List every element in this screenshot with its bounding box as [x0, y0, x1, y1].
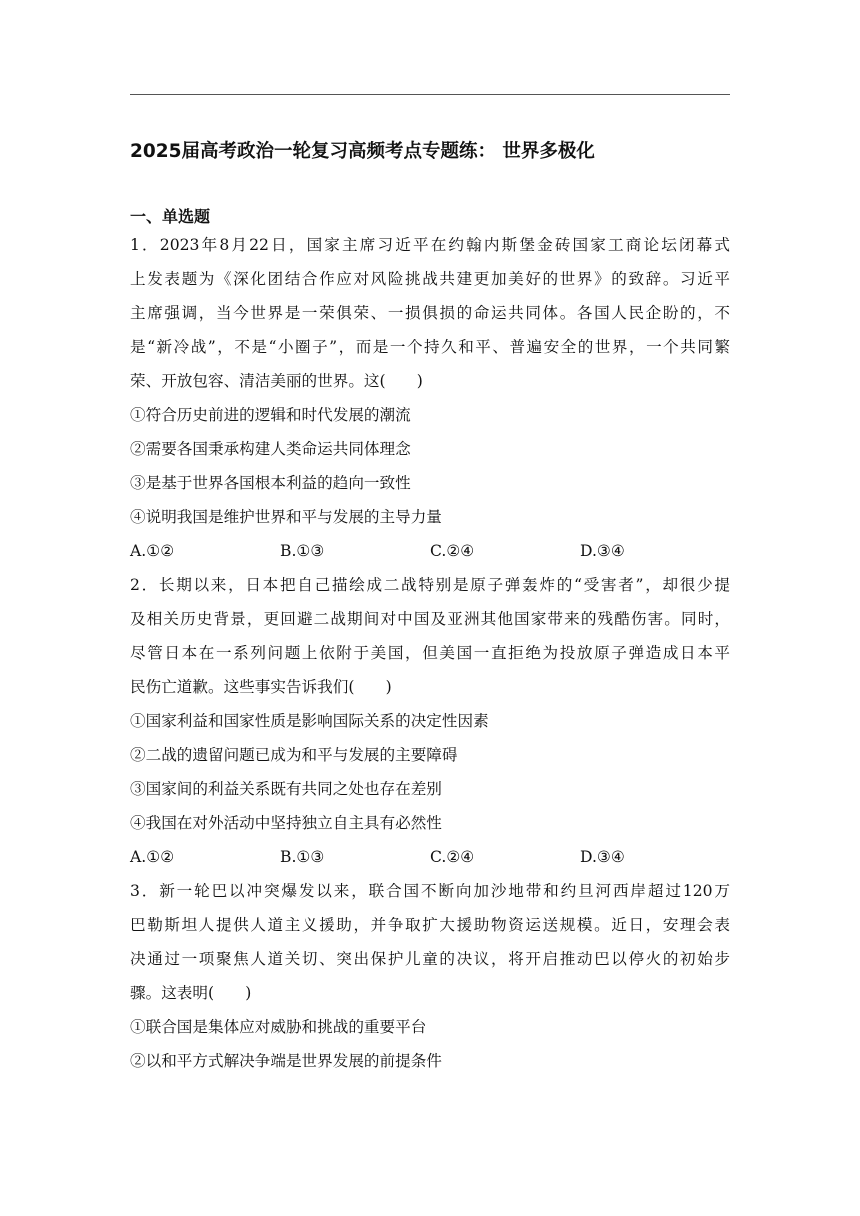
answer-choice-c[interactable]: C.②④ [430, 848, 475, 866]
answer-choice-a[interactable]: A.①② [130, 848, 175, 866]
question-text-line: 主席强调，当今世界是一荣俱荣、一损俱损的命运共同体。各国人民企盼的，不 [130, 304, 730, 322]
header-rule [130, 94, 730, 95]
statement-option: ①联合国是集体应对威胁和挑战的重要平台 [130, 1018, 427, 1036]
answer-choice-c[interactable]: C.②④ [430, 542, 475, 560]
answer-choice-d[interactable]: D.③④ [580, 848, 625, 866]
statement-option: ④我国在对外活动中坚持独立自主具有必然性 [130, 814, 442, 832]
question-3 [130, 874, 730, 1078]
document-title: 2025届高考政治一轮复习高频考点专题练： 世界多极化 [130, 141, 595, 162]
answer-choice-b[interactable]: B.①③ [280, 848, 325, 866]
statement-option: ④说明我国是维护世界和平与发展的主导力量 [130, 508, 442, 526]
answer-choice-a[interactable]: A.①② [130, 542, 175, 560]
question-text-line: 及相关历史背景，更回避二战期间对中国及亚洲其他国家带来的残酷伤害。同时， [130, 610, 730, 628]
question-text-line: 是“新冷战”，不是“小圈子”，而是一个持久和平、普遍安全的世界，一个共同繁 [130, 338, 730, 356]
question-2 [130, 568, 730, 874]
question-text-line: 荣、开放包容、清洁美丽的世界。这( ) [130, 372, 423, 390]
question-text-line: 巴勒斯坦人提供人道主义援助，并争取扩大援助物资运送规模。近日，安理会表 [130, 916, 730, 934]
question-text-line: 3．新一轮巴以冲突爆发以来，联合国不断向加沙地带和约旦河西岸超过120万 [130, 882, 730, 900]
question-text-line: 骤。这表明( ) [130, 984, 252, 1002]
questions-body [130, 228, 730, 1078]
question-text-line: 民伤亡道歉。这些事实告诉我们( ) [130, 678, 392, 696]
statement-option: ①符合历史前进的逻辑和时代发展的潮流 [130, 406, 411, 424]
question-text-line: 1．2023年8月22日，国家主席习近平在约翰内斯堡金砖国家工商论坛闭幕式 [130, 236, 730, 254]
statement-option: ③是基于世界各国根本利益的趋向一致性 [130, 474, 411, 492]
statement-option: ①国家利益和国家性质是影响国际关系的决定性因素 [130, 712, 489, 730]
question-text-line: 决通过一项聚焦人道关切、突出保护儿童的决议，将开启推动巴以停火的初始步 [130, 950, 730, 968]
question-text-line: 尽管日本在一系列问题上依附于美国，但美国一直拒绝为投放原子弹造成日本平 [130, 644, 730, 662]
question-text-line: 上发表题为《深化团结合作应对风险挑战共建更加美好的世界》的致辞。习近平 [130, 270, 730, 288]
statement-option: ③国家间的利益关系既有共同之处也存在差别 [130, 780, 442, 798]
answer-choice-d[interactable]: D.③④ [580, 542, 625, 560]
answer-choice-b[interactable]: B.①③ [280, 542, 325, 560]
statement-option: ②需要各国秉承构建人类命运共同体理念 [130, 440, 411, 458]
question-1 [130, 228, 730, 568]
answer-choices [130, 534, 730, 568]
question-text-line: 2．长期以来，日本把自己描绘成二战特别是原子弹轰炸的“受害者”，却很少提 [130, 576, 730, 594]
section-heading: 一、单选题 [130, 207, 211, 226]
answer-choices [130, 840, 730, 874]
statement-option: ②以和平方式解决争端是世界发展的前提条件 [130, 1052, 442, 1070]
statement-option: ②二战的遗留问题已成为和平与发展的主要障碍 [130, 746, 458, 764]
